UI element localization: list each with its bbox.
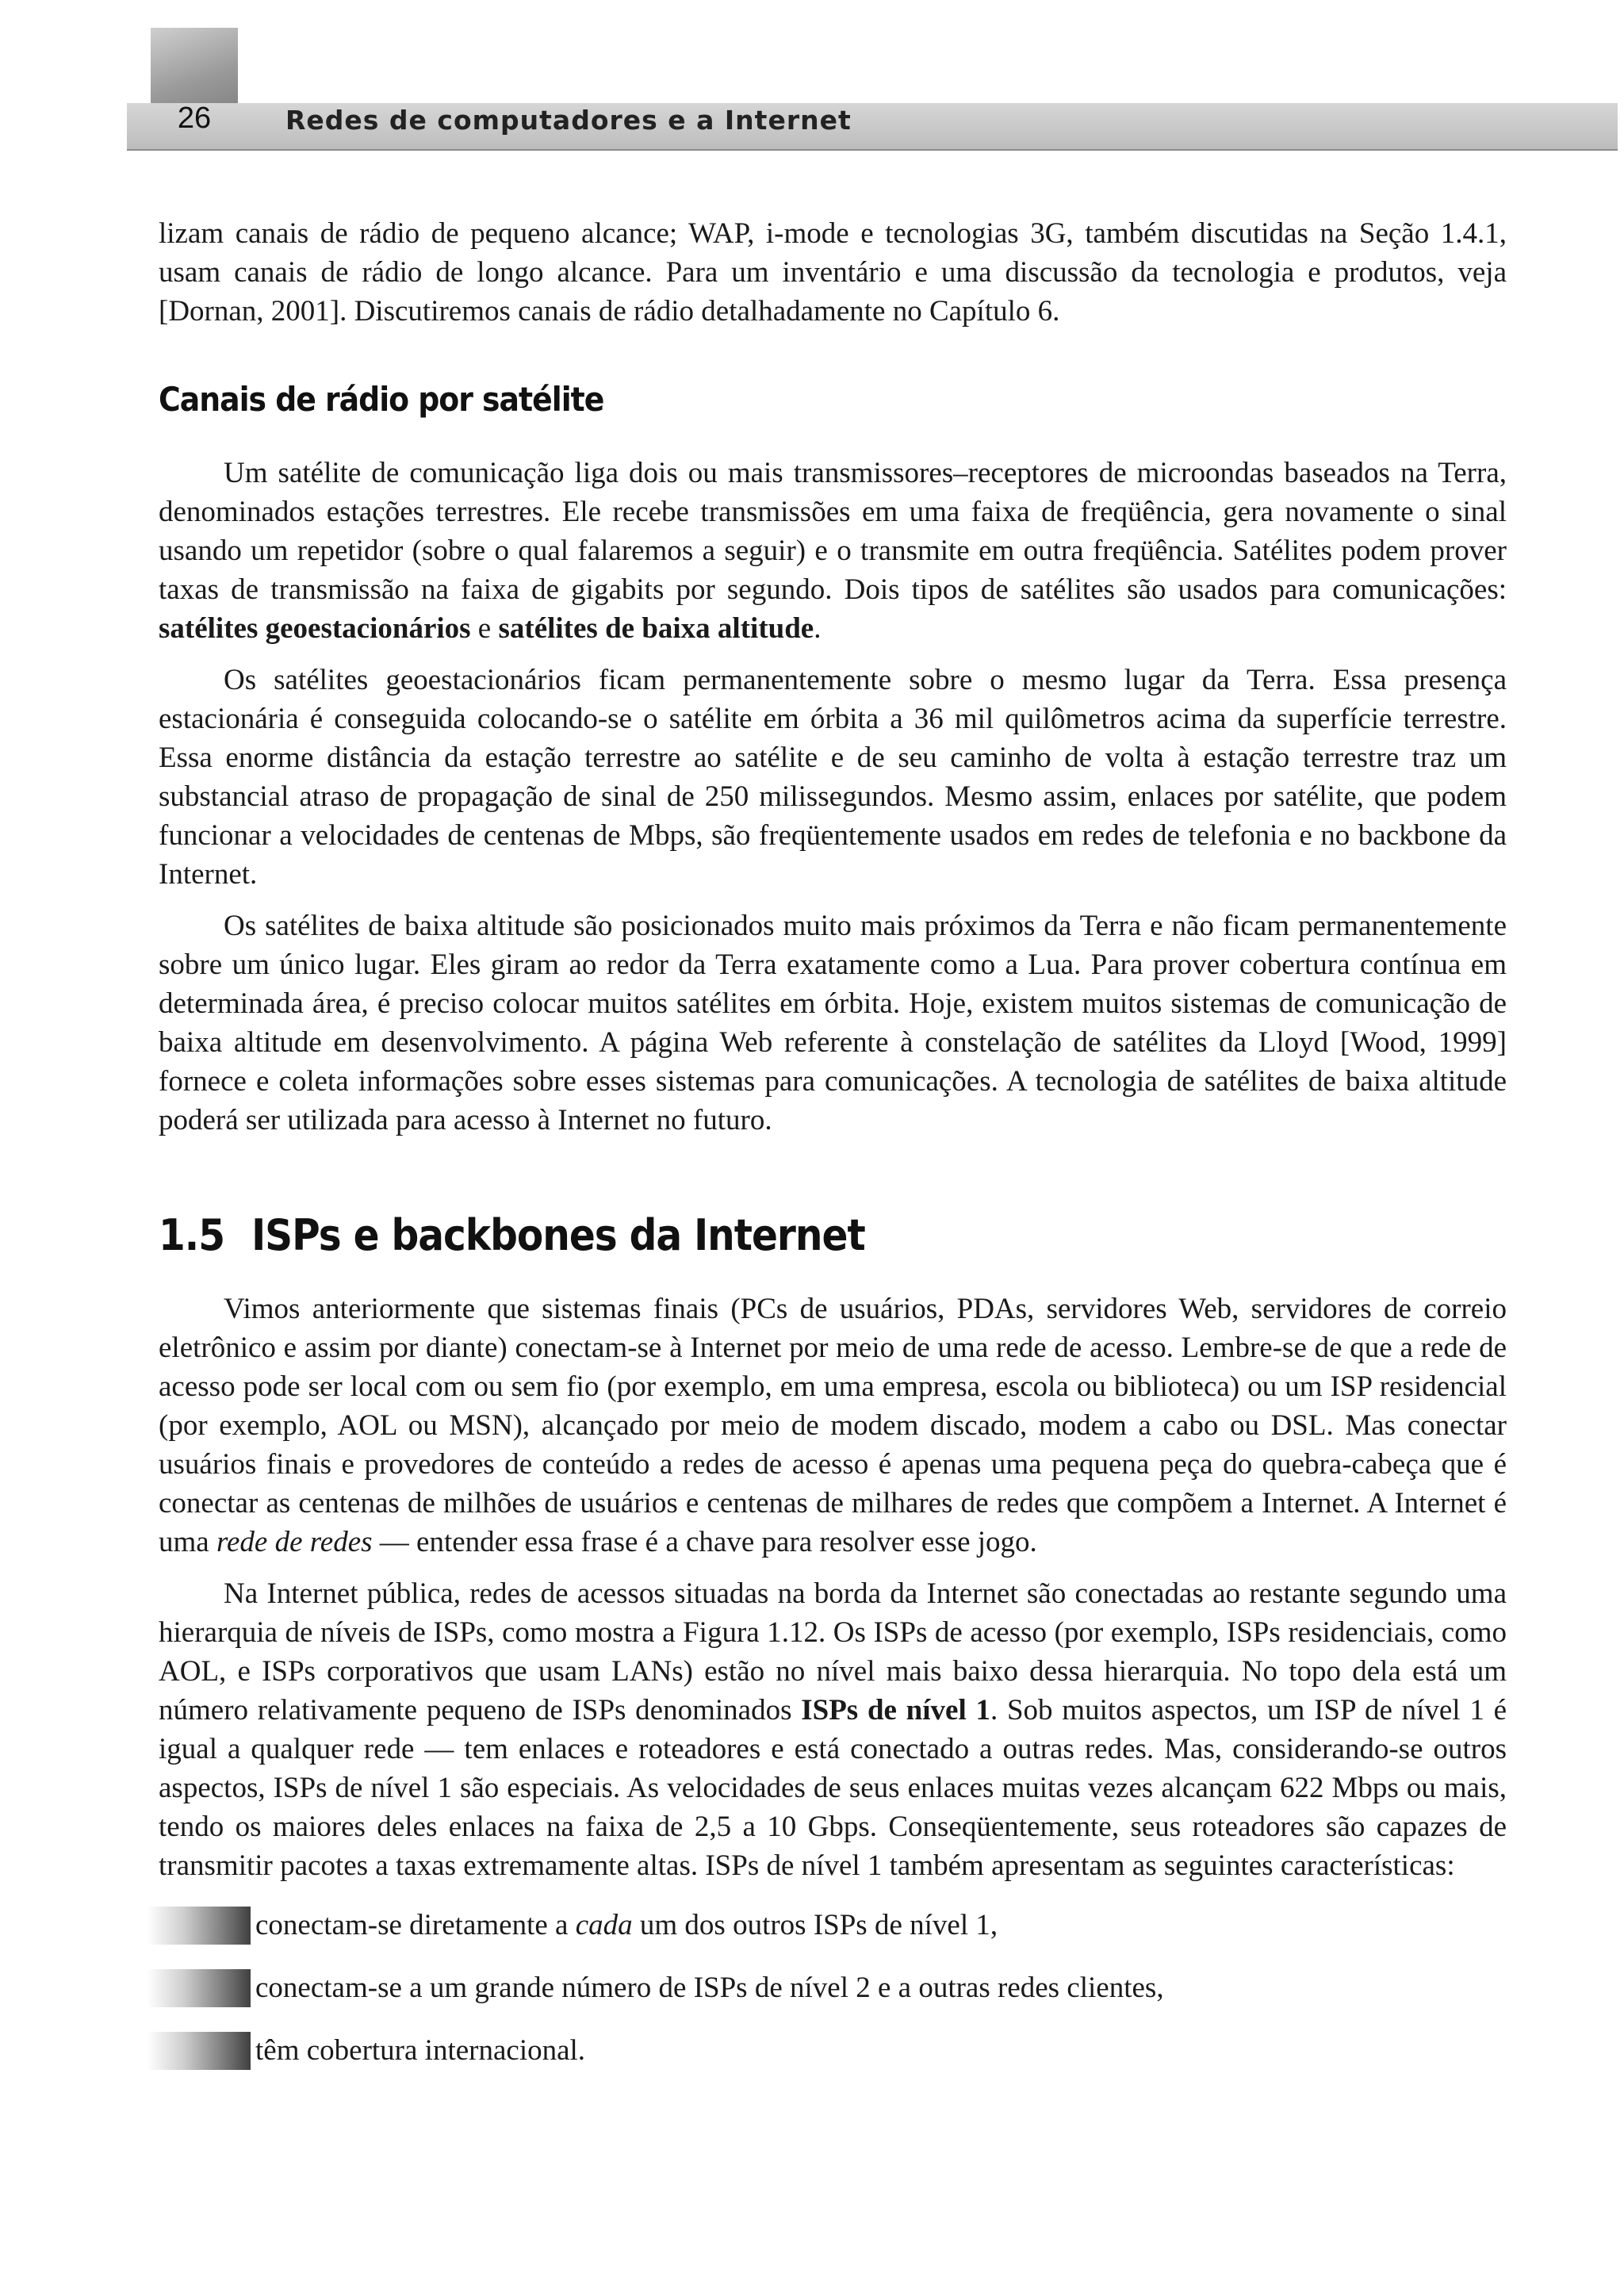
list-item-text: [255, 1906, 998, 1945]
text-run: um dos outros ISPs de nível 1,: [632, 1909, 998, 1941]
text-run: Na Internet pública, redes de acessos situadas na borda da Internet são conectadas ao restante segundo uma hierarquia de níveis de ISPs, como mostra a Figura 1.12. Os ISPs de acesso (por exemplo, ISPs residenciais, como AOL, e ISPs corporativos que usam LANs) estão no nível mais baixo dessa hierarquia. No topo dela está um número relativamente pequeno de ISPs denominados: [159, 1577, 1507, 1727]
section-heading: [159, 1210, 1507, 1260]
text-run: — entender essa frase é a chave para resolver esse jogo.: [372, 1526, 1037, 1558]
term-low-altitude: satélites de baixa altitude: [498, 612, 814, 645]
text-run: e: [470, 612, 499, 645]
list-item: [159, 1906, 1507, 1945]
term-tier1-isps: ISPs de nível 1: [801, 1694, 990, 1727]
section-paragraph-2: [159, 1574, 1507, 1885]
satellite-paragraph-2: Os satélites geoestacionários ficam permanentemente sobre o mesmo lugar da Terra. Essa presença estacionária é conseguida colocando-se o satélite em órbita a 36 mil quilômetros acima da superfície terrestre. Essa enorme distância da estação terrestre ao satélite e de seu caminho de volta à estação terrestre traz um substancial atraso de propagação de sinal de 250 milissegundos. Mesmo assim, enlaces por satélite, que podem funcionar a velocidades de centenas de Mbps, são freqüentemente usados em redes de telefonia e no backbone da Internet.: [159, 664, 1507, 891]
intro-paragraph: lizam canais de rádio de pequeno alcance; WAP, i-mode e tecnologias 3G, também discutidas na Seção 1.4.1, usam canais de rádio de longo alcance. Para um inventário e uma discussão da tecnologia e produtos, veja [Dornan, 2001]. Discutiremos canais de rádio detalhadamente no Capítulo 6.: [159, 217, 1507, 328]
emphasis: cada: [575, 1909, 633, 1941]
bullet-bar-icon: [147, 1907, 251, 1945]
section-paragraph-1: [159, 1290, 1507, 1562]
term-geostationary: satélites geoestacionários: [159, 612, 471, 645]
satellite-paragraph-1: [159, 454, 1507, 648]
subsection-heading-satellite: Canais de rádio por satélite: [159, 380, 604, 419]
bullet-bar-icon: [147, 2032, 251, 2070]
text-run: .: [814, 612, 822, 645]
list-item: [159, 1968, 1507, 2007]
list-item-text: têm cobertura internacional.: [255, 2034, 586, 2067]
page-number: 26: [177, 102, 212, 135]
text-run: conectam-se diretamente a: [255, 1909, 576, 1941]
text-run: . Sob muitos aspectos, um ISP de nível 1 é igual a qualquer rede — tem enlaces e roteadores e está conectado a outras redes. Mas, considerando-se outros aspectos, ISPs de nível 1 são especiais. As velocidades de seus enlaces muitas vezes alcançam 622 Mbps ou mais, tendo os maiores deles enlaces na faixa de 2,5 a 10 Gbps. Conseqüentemente, seus roteadores são capazes de transmitir pacotes a taxas extremamente altas. ISPs de nível 1 também apresentam as seguintes características:: [159, 1694, 1507, 1882]
satellite-paragraph-3: Os satélites de baixa altitude são posicionados muito mais próximos da Terra e não ficam permanentemente sobre um único lugar. Eles giram ao redor da Terra exatamente como a Lua. Para prover cobertura contínua em determinada área, é preciso colocar muitos satélites em órbita. Hoje, existem muitos sistemas de comunicação de baixa altitude em desenvolvimento. A página Web referente à constelação de satélites da Lloyd [Wood, 1999] fornece e coleta informações sobre esses sistemas para comunicações. A tecnologia de satélites de baixa altitude poderá ser utilizada para acesso à Internet no futuro.: [159, 910, 1507, 1136]
running-title: Redes de computadores e a Internet: [285, 105, 852, 136]
list-item-text: conectam-se a um grande número de ISPs de nível 2 e a outras redes clientes,: [255, 1972, 1164, 2004]
characteristics-list: [159, 1906, 1507, 2070]
list-item: [159, 2031, 1507, 2070]
section-title: ISPs e backbones da Internet: [251, 1210, 865, 1260]
text-run: Vimos anteriormente que sistemas finais (PCs de usuários, PDAs, servidores Web, servidores de correio eletrônico e assim por diante) conectam-se à Internet por meio de uma rede de acesso. Lembre-se de que a rede de acesso pode ser local com ou sem fio (por exemplo, em uma empresa, escola ou biblioteca) ou um ISP residencial (por exemplo, AOL ou MSN), alcançado por meio de modem discado, modem a cabo ou DSL. Mas conectar usuários finais e provedores de conteúdo a redes de acesso é apenas uma pequena peça do quebra-cabeça que é conectar as centenas de milhões de usuários e centenas de milhares de redes que compõem a Internet. A Internet é uma: [159, 1293, 1507, 1558]
page-body: [159, 214, 1507, 2094]
term-network-of-networks: rede de redes: [216, 1526, 373, 1558]
text-run: Um satélite de comunicação liga dois ou mais transmissores–receptores de microondas baseados na Terra, denominados estações terrestres. Ele recebe transmissões em uma faixa de freqüência, gera novamente o sinal usando um repetidor (sobre o qual falaremos a seguir) e o transmite em outra freqüência. Satélites podem prover taxas de transmissão na faixa de gigabits por segundo. Dois tipos de satélites são usados para comunicações:: [159, 457, 1507, 606]
bullet-bar-icon: [147, 1969, 251, 2007]
section-number: 1.5: [159, 1210, 225, 1260]
